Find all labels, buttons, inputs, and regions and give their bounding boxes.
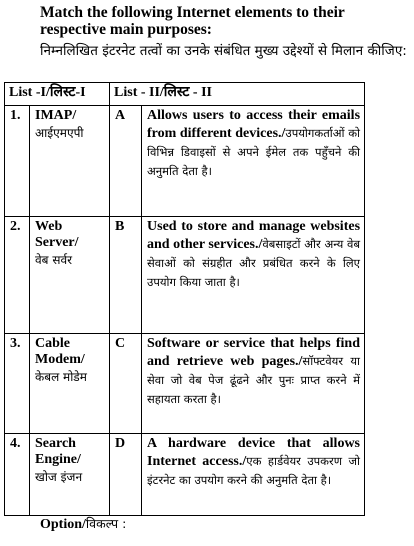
- question-text-english: Match the following Internet elements to their respective main purposes:: [40, 4, 345, 38]
- row-number: 4.: [5, 434, 30, 516]
- list2-description: [142, 106, 365, 217]
- list1-item: [30, 334, 110, 434]
- list1-item-english: Web Server/: [35, 219, 79, 250]
- description-hindi: वेबसाइटों और अन्य वेब सेवाओं को संग्रहीत और प्रबंधित करने के लिए उपयोग किया जाता है।: [147, 237, 361, 289]
- description-english: Allows users to access their emails from different devices./: [147, 108, 361, 141]
- description-hindi: सॉफ्टवेयर या सेवा जो वेब पेज ढूंढने और पुनः प्राप्त करने में सहायता करता है।: [147, 354, 361, 406]
- row-number: 2.: [5, 217, 30, 334]
- table-row: [5, 334, 365, 434]
- description-english: A hardware device that allows Internet access./: [147, 436, 361, 469]
- row-letter: C: [110, 334, 142, 434]
- list2-header: List - II/लिस्ट - II: [110, 83, 365, 106]
- list1-item-hindi: खोज इंजन: [35, 470, 83, 484]
- list2-description: [142, 217, 365, 334]
- row-number: 3.: [5, 334, 30, 434]
- match-table: [4, 82, 365, 516]
- description-english: Used to store and manage websites and other services./: [147, 219, 361, 252]
- list1-item-hindi: वेब सर्वर: [35, 253, 73, 267]
- list2-description: [142, 334, 365, 434]
- option-label-english: Option/: [40, 517, 86, 532]
- row-number: 1.: [5, 106, 30, 217]
- table-row: [5, 106, 365, 217]
- list1-item-hindi: केबल मोडेम: [35, 370, 87, 384]
- row-letter: D: [110, 434, 142, 516]
- description-english: Software or service that helps find and retrieve web pages./: [147, 336, 361, 369]
- list1-item-hindi: आईएमएपी: [35, 126, 84, 140]
- description-hindi: एक हार्डवेयर उपकरण जो इंटरनेट का उपयोग करने की अनुमति देता है।: [147, 454, 361, 487]
- list1-item: [30, 106, 110, 217]
- table-row: [5, 217, 365, 334]
- question-text-hindi: निम्नलिखित इंटरनेट तत्वों का उनके संबंधित मुख्य उद्देश्यों से मिलान कीजिए:: [40, 43, 407, 59]
- table-row: [5, 434, 365, 516]
- list1-item-english: Search Engine/: [35, 436, 81, 467]
- option-label-hindi: विकल्प :: [85, 516, 127, 531]
- description-hindi: उपयोगकर्ताओं को विभिन्न डिवाइसों से अपने ईमेल तक पहुँचने की अनुमति देता है।: [147, 126, 361, 178]
- row-letter: A: [110, 106, 142, 217]
- list1-header: List -I/लिस्ट-I: [5, 83, 110, 106]
- list1-item-english: Cable Modem/: [35, 336, 85, 367]
- list2-description: [142, 434, 365, 516]
- list1-item: [30, 434, 110, 516]
- option-label: [40, 515, 126, 534]
- table-header-row: [5, 83, 365, 106]
- list1-item-english: IMAP/: [35, 108, 77, 123]
- row-letter: B: [110, 217, 142, 334]
- list1-item: [30, 217, 110, 334]
